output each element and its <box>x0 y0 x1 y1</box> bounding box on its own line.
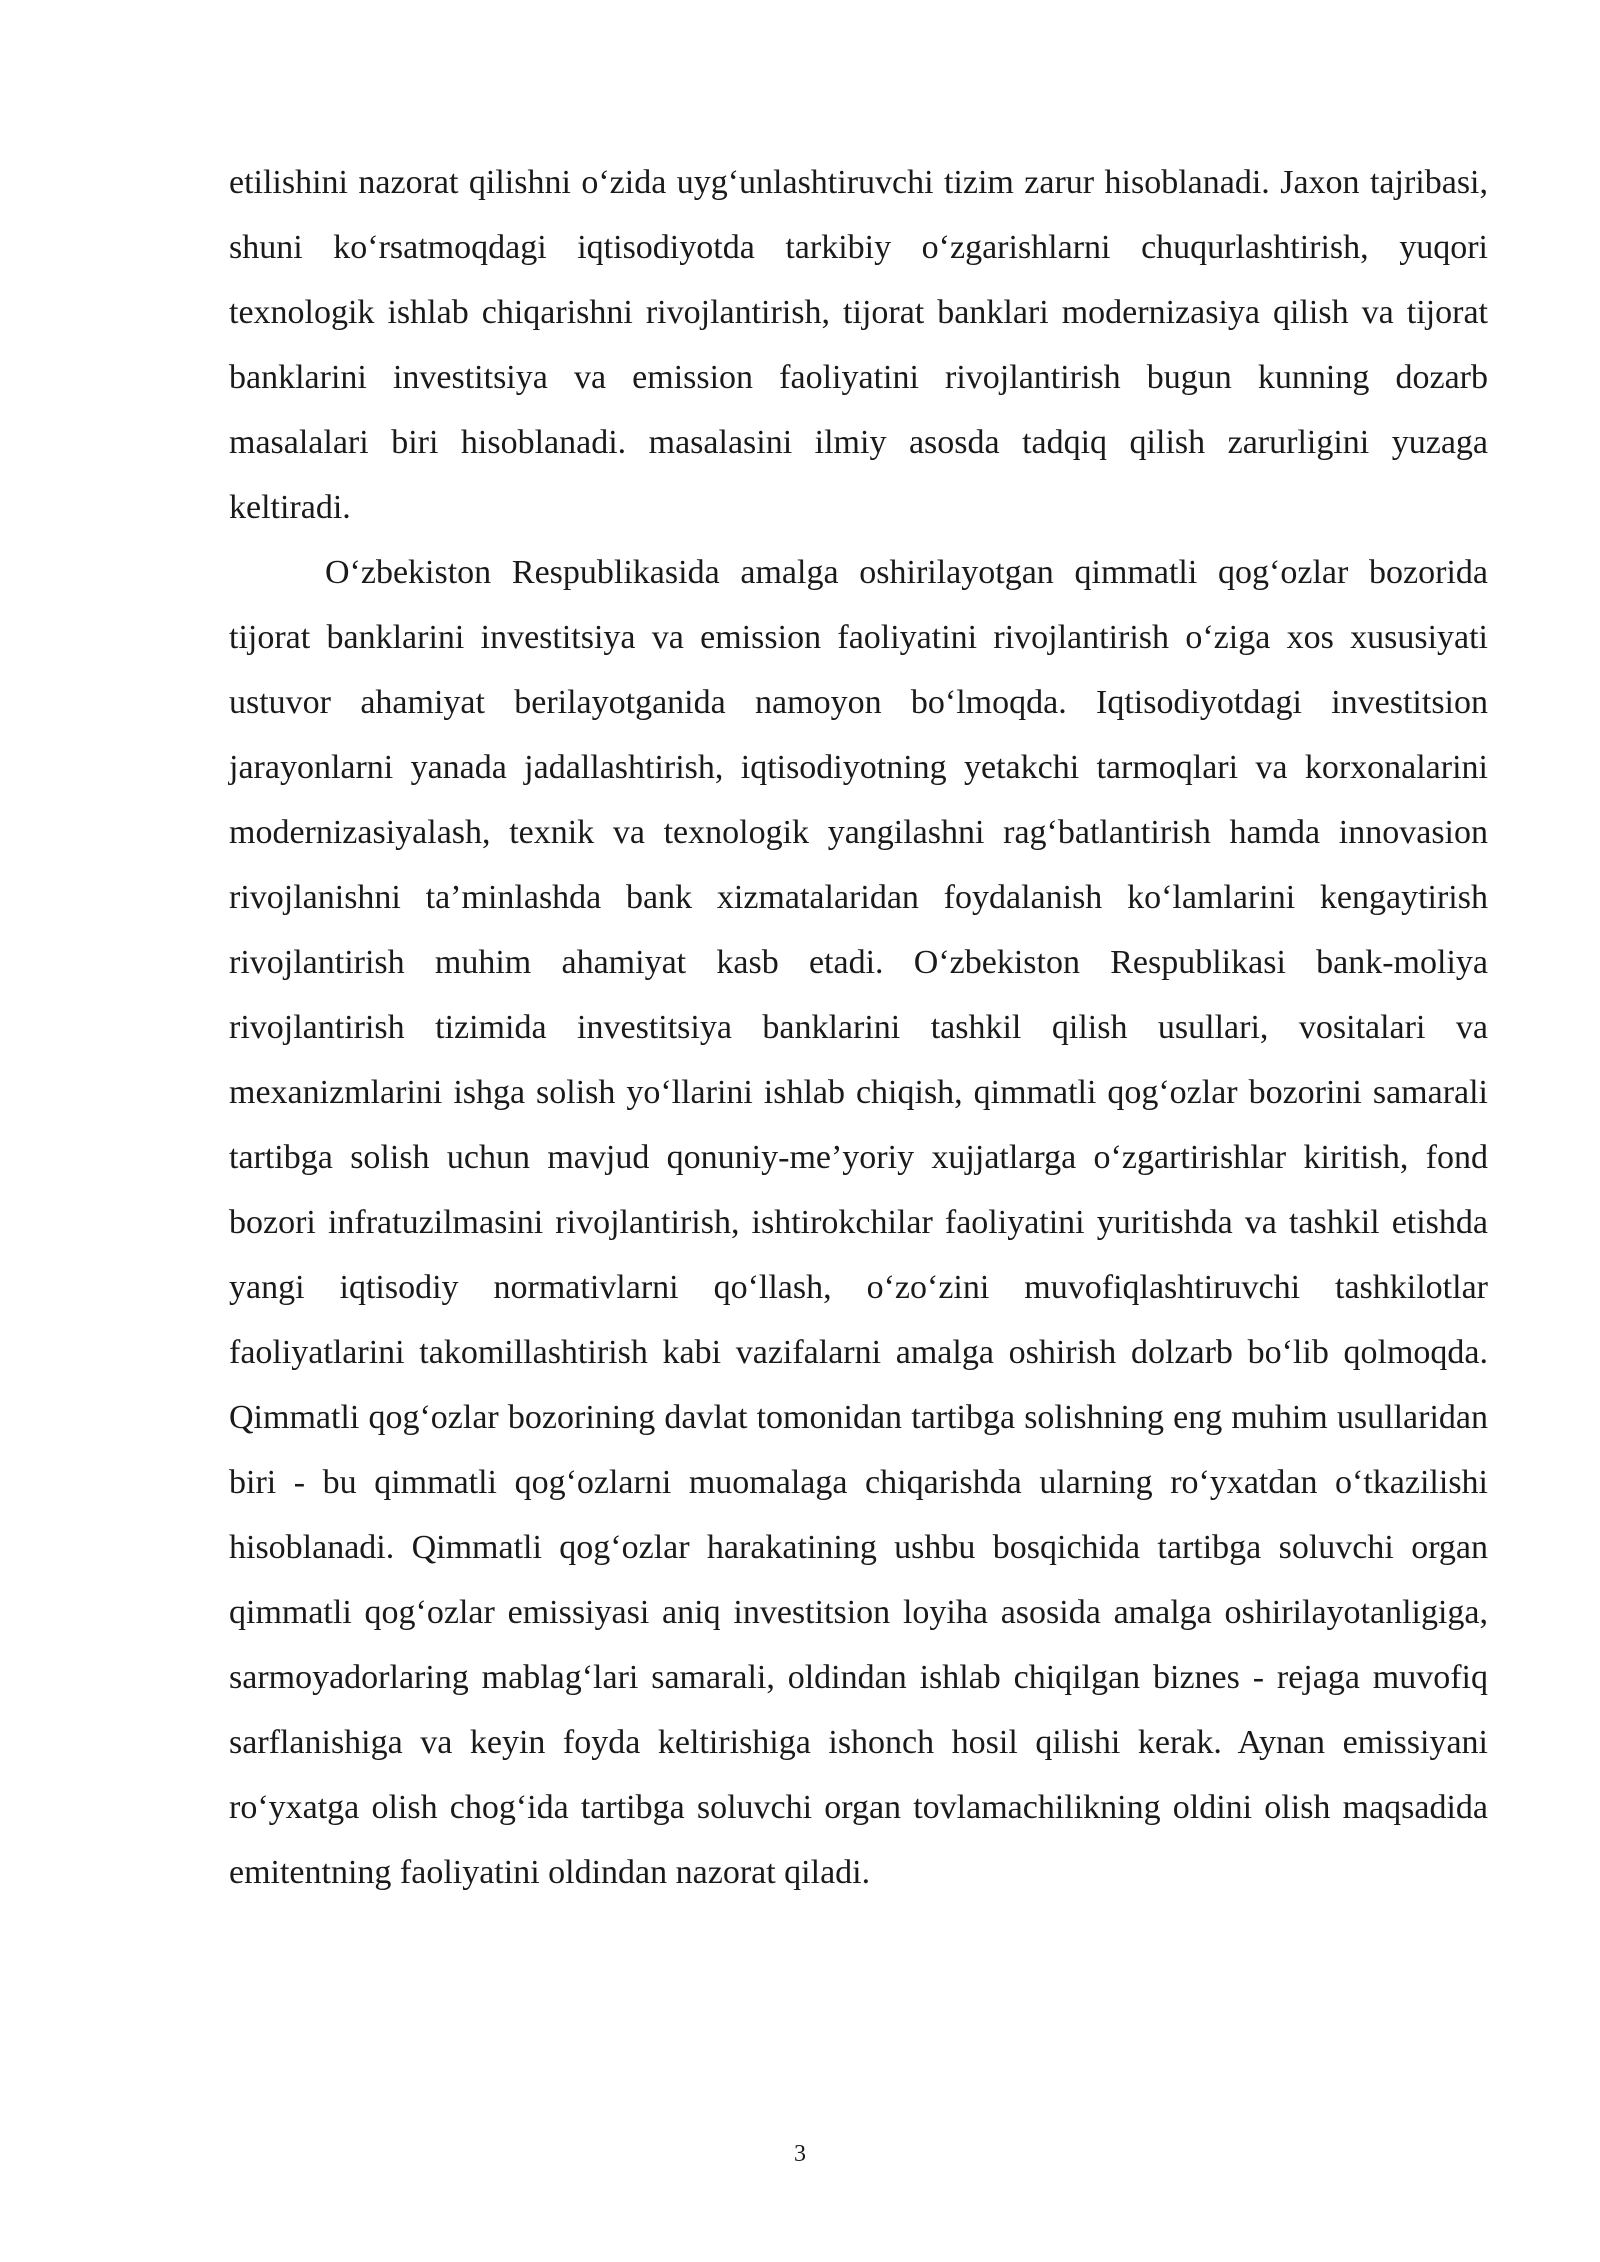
paragraph-1: etilishini nazorat qilishni o‘zida uyg‘unlashtiruvchi tizim zarur hisoblanadi. Jaxon tajribasi, shuni ko‘rsatmoqdagi iqtisodiyotda tarkibiy o‘zgarishlarni chuqurlashtirish, yuqori texnologik ishlab chiqarishni rivojlantirish, tijorat banklari modernizasiya qilish va tijorat banklarini investitsiya va emission faoliyatini rivojlantirish bugun kunning dozarb masalalari biri hisoblanadi. masalasini ilmiy asosda tadqiq qilish zarurligini yuzaga keltiradi. <box>229 164 1488 526</box>
paragraph-2: O‘zbekiston Respublikasida amalga oshirilayotgan qimmatli qog‘ozlar bozorida tijorat banklarini investitsiya va emission faoliyatini rivojlantirish o‘ziga xos xususiyati ustuvor ahamiyat berilayotganida namoyon bo‘lmoqda. Iqtisodiyotdagi investitsion jarayonlarni yanada jadallashtirish, iqtisodiyotning yetakchi tarmoqlari va korxonalarini modernizasiyalash, texnik va texnologik yangilashni rag‘batlantirish hamda innovasion rivojlanishni ta’minlashda bank xizmatalaridan foydalanish ko‘lamlarini kengaytirish rivojlantirish muhim ahamiyat kasb etadi. O‘zbekiston Respublikasi bank-moliya rivojlantirish tizimida investitsiya banklarini tashkil qilish usullari, vositalari va mexanizmlarini ishga solish yo‘llarini ishlab chiqish, qimmatli qog‘ozlar bozorini samarali tartibga solish uchun mavjud qonuniy-me’yoriy xujjatlarga o‘zgartirishlar kiritish, fond bozori infratuzilmasini rivojlantirish, ishtirokchilar faoliyatini yuritishda va tashkil etishda yangi iqtisodiy normativlarni qo‘llash, o‘zo‘zini muvofiqlashtiruvchi tashkilotlar faoliyatlarini takomillashtirish kabi vazifalarni amalga oshirish dolzarb bo‘lib qolmoqda. Qimmatli qog‘ozlar bozorining davlat tomonidan tartibga solishning eng muhim usullaridan biri - bu qimmatli qog‘ozlarni muomalaga chiqarishda ularning ro‘yxatdan o‘tkazilishi hisoblanadi. Qimmatli qog‘ozlar harakatining ushbu bosqichida tartibga soluvchi organ qimmatli qog‘ozlar emissiyasi aniq investitsion loyiha asosida amalga oshirilayotanligiga, sarmoyadorlaring mablag‘lari samarali, oldindan ishlab chiqilgan biznes - rejaga muvofiq sarflanishiga va keyin foyda keltirishiga ishonch hosil qilishi kerak. Aynan emissiyani ro‘yxatga olish chog‘ida tartibga soluvchi organ tovlamachilikning oldini olish maqsadida emitentning faoliyatini oldindan nazorat qiladi. <box>229 554 1488 1891</box>
page-number: 3 <box>794 2141 806 2167</box>
body-text <box>229 150 1488 1905</box>
